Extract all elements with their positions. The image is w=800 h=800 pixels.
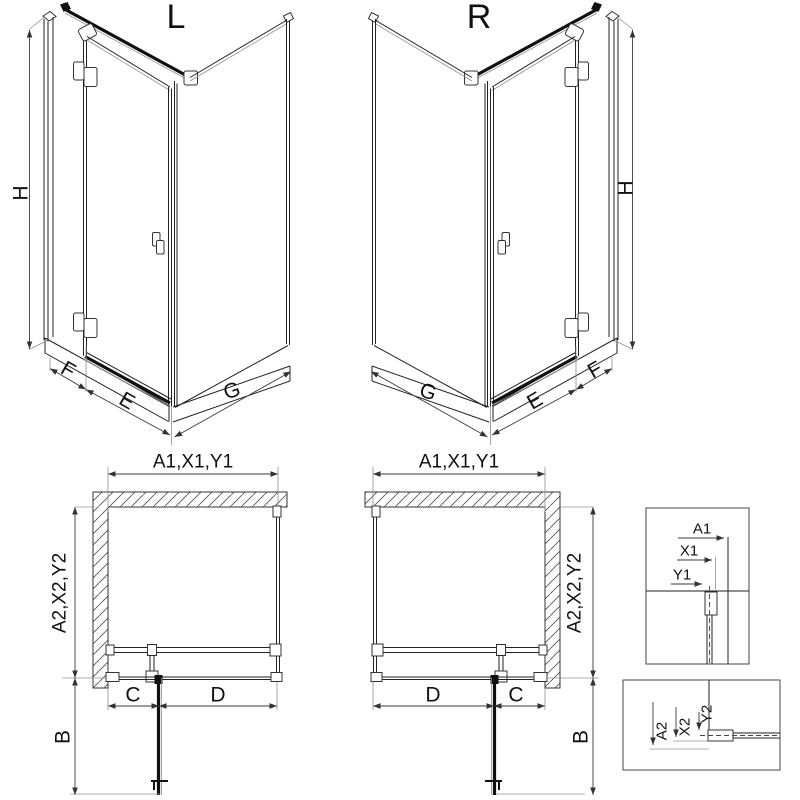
dim-label-c: C: [125, 683, 141, 707]
dim-label-f: F: [56, 356, 80, 384]
dim-label-c: C: [508, 683, 524, 707]
dim-label-d: D: [210, 683, 226, 707]
detail-label-a1: A1: [692, 520, 712, 538]
dim-label-h: H: [9, 185, 33, 201]
dim-label-a2: A2,X2,Y2: [49, 552, 71, 634]
dim-label-b: B: [51, 729, 75, 745]
dim-label-b: B: [569, 729, 593, 745]
open-door: [485, 675, 502, 795]
dim-label-f: F: [583, 356, 607, 384]
iso-view-right: [369, 0, 638, 445]
dim-label-d: D: [425, 683, 441, 707]
variant-label-right: R: [466, 0, 492, 36]
detail-label-x2: X2: [676, 717, 694, 737]
dim-label-e: E: [115, 387, 139, 415]
dim-label-h: H: [614, 180, 638, 196]
iso-view-left: [10, 0, 294, 445]
detail-label-x1: X1: [679, 542, 699, 560]
dim-label-a1: A1,X1,Y1: [418, 451, 500, 473]
dim-label-e: E: [523, 387, 547, 415]
detail-view-floor-offsets: [623, 680, 780, 770]
dim-label-a2: A2,X2,Y2: [564, 552, 586, 634]
wall-section: [93, 492, 287, 688]
plan-view-right: [365, 452, 599, 796]
dim-label-a1: A1,X1,Y1: [152, 451, 234, 473]
plan-view-left: [50, 452, 288, 796]
detail-label-y2: Y2: [698, 704, 716, 724]
dim-label-g: G: [220, 377, 244, 405]
detail-view-wall-offsets: [646, 508, 749, 664]
variant-label-left: L: [166, 0, 186, 36]
detail-label-y1: Y1: [672, 566, 692, 584]
wall-section: [365, 492, 560, 688]
dim-label-g: G: [416, 378, 440, 406]
open-door: [151, 675, 168, 795]
detail-label-a2: A2: [653, 721, 671, 741]
